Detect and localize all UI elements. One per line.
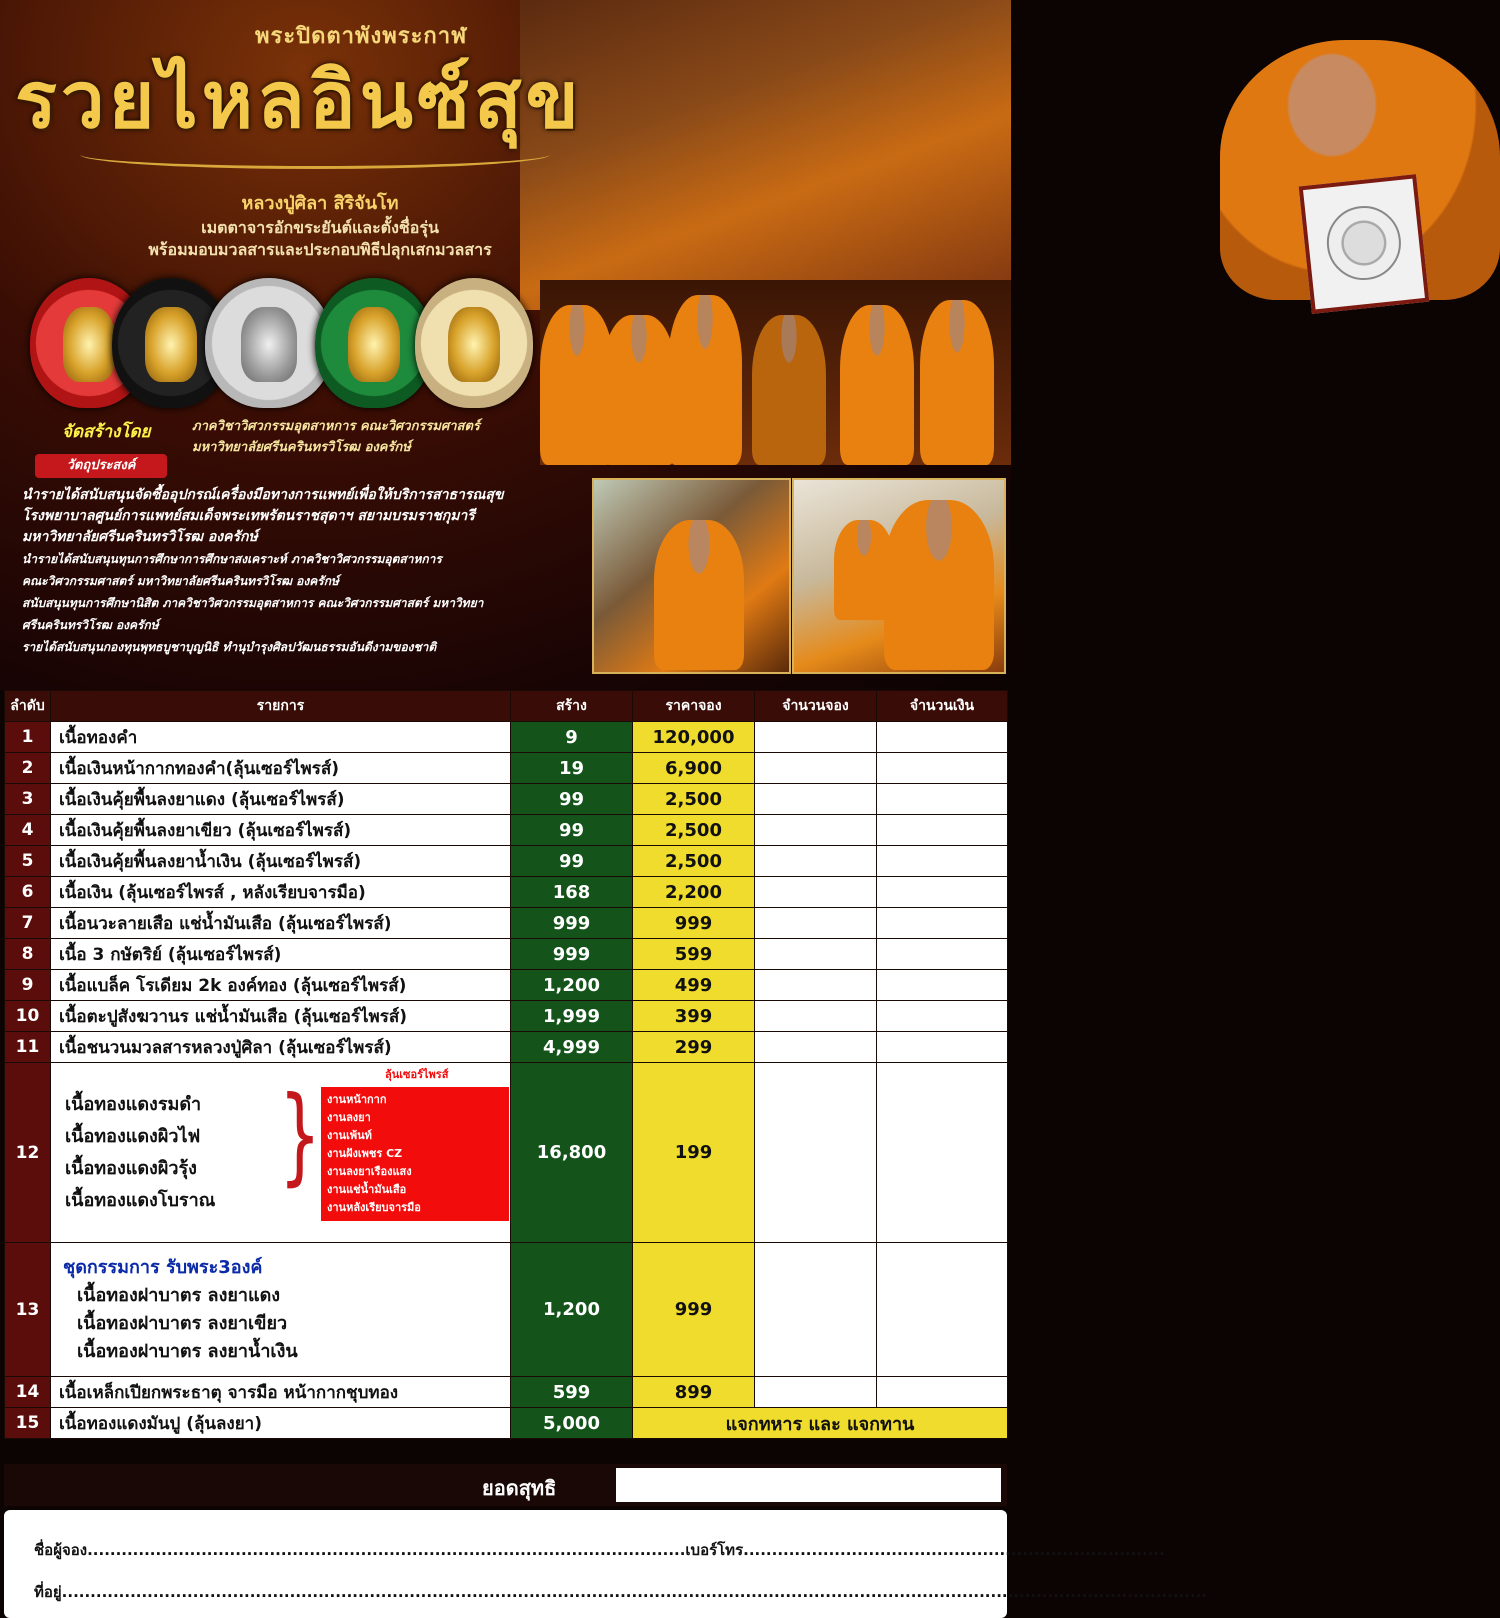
row-no: 11: [5, 1032, 51, 1063]
row-price: 599: [633, 939, 755, 970]
row-made: 99: [511, 846, 633, 877]
surprise-heading: ลุ้นเซอร์ไพรส์: [385, 1068, 449, 1081]
ornament-divider: [80, 140, 550, 169]
order-form: [4, 1510, 1208, 1618]
surprise-item: งานลงยาเรืองแสง: [327, 1165, 412, 1178]
row-made: 99: [511, 784, 633, 815]
amulet-subtitle: พระปิดตาพังพระกาฬ: [255, 23, 468, 49]
header-banner: [0, 0, 1011, 690]
row12-item: เนื้อทองแดงผิวไฟ: [65, 1125, 201, 1147]
monks-group-photo: [540, 280, 1011, 465]
purpose-line: ศรีนครินทรวิโรฒ องครักษ์: [22, 618, 159, 632]
qty-input[interactable]: [755, 1063, 877, 1243]
purpose-line: โรงพยาบาลศูนย์การแพทย์สมเด็จพระเทพรัตนราชสุดาฯ สยามบรมราชกุมารี: [22, 508, 475, 524]
qty-input[interactable]: [755, 1243, 877, 1377]
qty-input[interactable]: [755, 722, 877, 753]
amount-input[interactable]: [877, 784, 1008, 815]
col-header-no: ลำดับ: [5, 691, 51, 722]
row-made: 99: [511, 815, 633, 846]
surprise-item: งานฝังเพชร CZ: [327, 1147, 403, 1160]
row-made: 9: [511, 722, 633, 753]
row-price: 999: [633, 1243, 755, 1377]
address-field[interactable]: ที่อยู่.........................................................................................................................................................................................................: [34, 1583, 1208, 1601]
row12-item: เนื้อทองแดงผิวรุ้ง: [65, 1157, 197, 1179]
amount-input[interactable]: [877, 1377, 1008, 1408]
qty-input[interactable]: [755, 939, 877, 970]
name-phone-field[interactable]: ชื่อผู้จอง.........................................................................................................เบอร์โทร..........................................................................: [34, 1541, 1165, 1559]
surprise-list-box: [321, 1087, 509, 1221]
col-header-qty: จำนวนจอง: [755, 691, 877, 722]
amount-input[interactable]: [877, 1032, 1008, 1063]
row-item: เนื้อเงิน (ลุ้นเซอร์ไพรส์ , หลังเรียบจารมือ): [51, 877, 511, 908]
row-item: เนื้อตะปูสังฆวานร แช่น้ำมันเสือ (ลุ้นเซอร์ไพรส์): [51, 1001, 511, 1032]
table-row: [5, 908, 1008, 939]
organizer-line-1: ภาควิชาวิศวกรรมอุตสาหการ คณะวิศวกรรมศาสตร์: [192, 419, 480, 434]
amount-input[interactable]: [877, 753, 1008, 784]
row-price: 2,500: [633, 815, 755, 846]
row-item: เนื้อเงินคุ้ยพื้นลงยาเขียว (ลุ้นเซอร์ไพรส์): [51, 815, 511, 846]
qty-input[interactable]: [755, 908, 877, 939]
table-row-14: [5, 1377, 1008, 1408]
table-row: [5, 815, 1008, 846]
total-label: ยอดสุทธิ: [482, 1476, 557, 1500]
row-no: 2: [5, 753, 51, 784]
row-item-group: [51, 1243, 511, 1377]
surprise-item: งานหลังเรียบจารมือ: [327, 1201, 421, 1214]
amount-input[interactable]: [877, 722, 1008, 753]
organizer-line-2: มหาวิทยาลัยศรีนครินทรวิโรฒ องครักษ์: [192, 440, 411, 455]
qty-input[interactable]: [755, 753, 877, 784]
qty-input[interactable]: [755, 1001, 877, 1032]
row13-item: เนื้อทองฝาบาตร ลงยาน้ำเงิน: [77, 1340, 298, 1362]
row12-item: เนื้อทองแดงโบราณ: [65, 1189, 216, 1211]
row12-item: เนื้อทองแดงรมดำ: [65, 1093, 202, 1115]
row-no: 9: [5, 970, 51, 1001]
row-price: 499: [633, 970, 755, 1001]
order-table: [4, 690, 1008, 1439]
total-row: [4, 1464, 1007, 1506]
credit-line-2: พร้อมมอบมวลสารและประกอบพิธีปลุกเสกมวลสาร: [148, 240, 492, 259]
table-row: [5, 753, 1008, 784]
purpose-line: คณะวิศวกรรมศาสตร์ มหาวิทยาลัยศรีนครินทรวิโรฒ องครักษ์: [22, 574, 339, 588]
qty-input[interactable]: [755, 784, 877, 815]
row-made: 1,200: [511, 970, 633, 1001]
row-item: เนื้อทองคำ: [51, 722, 511, 753]
row-no: 7: [5, 908, 51, 939]
surprise-item: งานเพ้นท์: [327, 1129, 372, 1142]
row-no: 12: [5, 1063, 51, 1243]
amount-input[interactable]: [877, 939, 1008, 970]
row-item: เนื้อเหล็กเปียกพระธาตุ จารมือ หน้ากากชุบทอง: [51, 1377, 511, 1408]
row-item-group: [51, 1063, 511, 1243]
row-no: 10: [5, 1001, 51, 1032]
row-made: 599: [511, 1377, 633, 1408]
row-price: 6,900: [633, 753, 755, 784]
row-made: 1,999: [511, 1001, 633, 1032]
row-price: 120,000: [633, 722, 755, 753]
surprise-item: งานลงยา: [327, 1111, 371, 1124]
row-price: 2,200: [633, 877, 755, 908]
row-no: 15: [5, 1408, 51, 1439]
row-no: 8: [5, 939, 51, 970]
col-header-amount: จำนวนเงิน: [877, 691, 1008, 722]
qty-input[interactable]: [755, 815, 877, 846]
ceremony-photo-2: [792, 478, 1006, 674]
row-price: 2,500: [633, 784, 755, 815]
row-made: 168: [511, 877, 633, 908]
amulet-gold-coin: [415, 278, 533, 408]
qty-input[interactable]: [755, 1032, 877, 1063]
purpose-badge: วัตถุประสงค์: [35, 454, 167, 478]
purpose-line: นำรายได้สนับสนุนจัดซื้ออุปกรณ์เครื่องมือทางการแพทย์เพื่อให้บริการสาธารณสุข: [22, 487, 504, 503]
row13-item: เนื้อทองฝาบาตร ลงยาเขียว: [77, 1312, 288, 1334]
row-item: เนื้อเงินคุ้ยพื้นลงยาน้ำเงิน (ลุ้นเซอร์ไพรส์): [51, 846, 511, 877]
credit-line-1: เมตตาจารอักขระยันต์และตั้งชื่อรุ่น: [201, 218, 439, 237]
set-title: ชุดกรรมการ รับพระ3องค์: [63, 1256, 263, 1278]
monk-credit: [60, 188, 580, 261]
row-price: 999: [633, 908, 755, 939]
row13-item: เนื้อทองฝาบาตร ลงยาแดง: [77, 1284, 281, 1306]
row-made: 999: [511, 939, 633, 970]
organizer-label: จัดสร้างโดย: [62, 422, 151, 442]
row-no: 6: [5, 877, 51, 908]
organizer-text: [192, 416, 532, 458]
col-header-price: ราคาจอง: [633, 691, 755, 722]
row-price: 2,500: [633, 846, 755, 877]
amount-input[interactable]: [877, 815, 1008, 846]
monk-name: หลวงปู่ศิลา สิริจันโท: [241, 193, 399, 214]
row-made: 4,999: [511, 1032, 633, 1063]
ceremony-photo-1: [592, 478, 791, 674]
table-row: [5, 939, 1008, 970]
col-header-item: รายการ: [51, 691, 511, 722]
table-row: [5, 970, 1008, 1001]
row-made: 1,200: [511, 1243, 633, 1377]
amulet-silver-coin: [205, 278, 333, 408]
row-no: 13: [5, 1243, 51, 1377]
amount-input[interactable]: [877, 1243, 1008, 1377]
surprise-item: งานหน้ากาก: [327, 1093, 387, 1106]
row-item: เนื้อเงินหน้ากากทองคำ(ลุ้นเซอร์ไพรส์): [51, 753, 511, 784]
qty-input[interactable]: [755, 970, 877, 1001]
surprise-item: งานแช่น้ำมันเสือ: [327, 1183, 407, 1196]
purpose-line: นำรายได้สนับสนุนทุนการศึกษาการศึกษาสงเคราะห์ ภาควิชาวิศวกรรมอุตสาหการ: [22, 552, 442, 566]
row-price: 299: [633, 1032, 755, 1063]
row-price: 899: [633, 1377, 755, 1408]
row-made: 16,800: [511, 1063, 633, 1243]
gift-note: แจกทหาร และ แจกทาน: [633, 1408, 1008, 1439]
row-no: 3: [5, 784, 51, 815]
amount-input[interactable]: [877, 1063, 1008, 1243]
row-item: เนื้อทองแดงมันปู (ลุ้นลงยา): [51, 1408, 511, 1439]
row-item: เนื้อเงินคุ้ยพื้นลงยาแดง (ลุ้นเซอร์ไพรส์): [51, 784, 511, 815]
table-row: [5, 877, 1008, 908]
amount-input[interactable]: [877, 908, 1008, 939]
row-item: เนื้อนวะลายเสือ แช่น้ำมันเสือ (ลุ้นเซอร์ไพรส์): [51, 908, 511, 939]
table-header-row: [5, 691, 1008, 722]
row-made: 5,000: [511, 1408, 633, 1439]
row-made: 999: [511, 908, 633, 939]
col-header-made: สร้าง: [511, 691, 633, 722]
amount-input[interactable]: [877, 846, 1008, 877]
qty-input[interactable]: [755, 877, 877, 908]
row-made: 19: [511, 753, 633, 784]
table-row: [5, 722, 1008, 753]
edition-title: รวยไหลอินซ์สุข: [15, 55, 583, 146]
row-no: 14: [5, 1377, 51, 1408]
qty-input[interactable]: [755, 1377, 877, 1408]
row-item: เนื้อ 3 กษัตริย์ (ลุ้นเซอร์ไพรส์): [51, 939, 511, 970]
table-row-12: [5, 1063, 1008, 1243]
table-row: [5, 1032, 1008, 1063]
purpose-line: รายได้สนับสนุนกองทุนพุทธบูชาบุญนิธิ ทำนุบำรุงศิลปวัฒนธรรมอันดีงามของชาติ: [22, 640, 437, 654]
total-input[interactable]: [616, 1468, 1001, 1502]
qty-input[interactable]: [755, 846, 877, 877]
amount-input[interactable]: [877, 877, 1008, 908]
row-item: เนื้อแบล็ค โรเดียม 2k องค์ทอง (ลุ้นเซอร์ไพรส์): [51, 970, 511, 1001]
row-item: เนื้อชนวนมวลสารหลวงปู่ศิลา (ลุ้นเซอร์ไพรส์): [51, 1032, 511, 1063]
purpose-line: มหาวิทยาลัยศรีนครินทรวิโรฒ องครักษ์: [22, 529, 258, 545]
row-no: 4: [5, 815, 51, 846]
brace-icon: }: [279, 1073, 321, 1197]
table-row-13: [5, 1243, 1008, 1377]
signed-yantra-board: [1299, 174, 1430, 314]
row-price: 399: [633, 1001, 755, 1032]
amount-input[interactable]: [877, 970, 1008, 1001]
purpose-text: [22, 485, 602, 658]
table-row: [5, 846, 1008, 877]
table-row-15: [5, 1408, 1008, 1439]
row-no: 5: [5, 846, 51, 877]
amount-input[interactable]: [877, 1001, 1008, 1032]
row-price: 199: [633, 1063, 755, 1243]
purpose-line: สนับสนุนทุนการศึกษานิสิต ภาควิชาวิศวกรรมอุตสาหการ คณะวิศวกรรมศาสตร์ มหาวิทยา: [22, 596, 484, 610]
table-row: [5, 1001, 1008, 1032]
table-row: [5, 784, 1008, 815]
row-no: 1: [5, 722, 51, 753]
